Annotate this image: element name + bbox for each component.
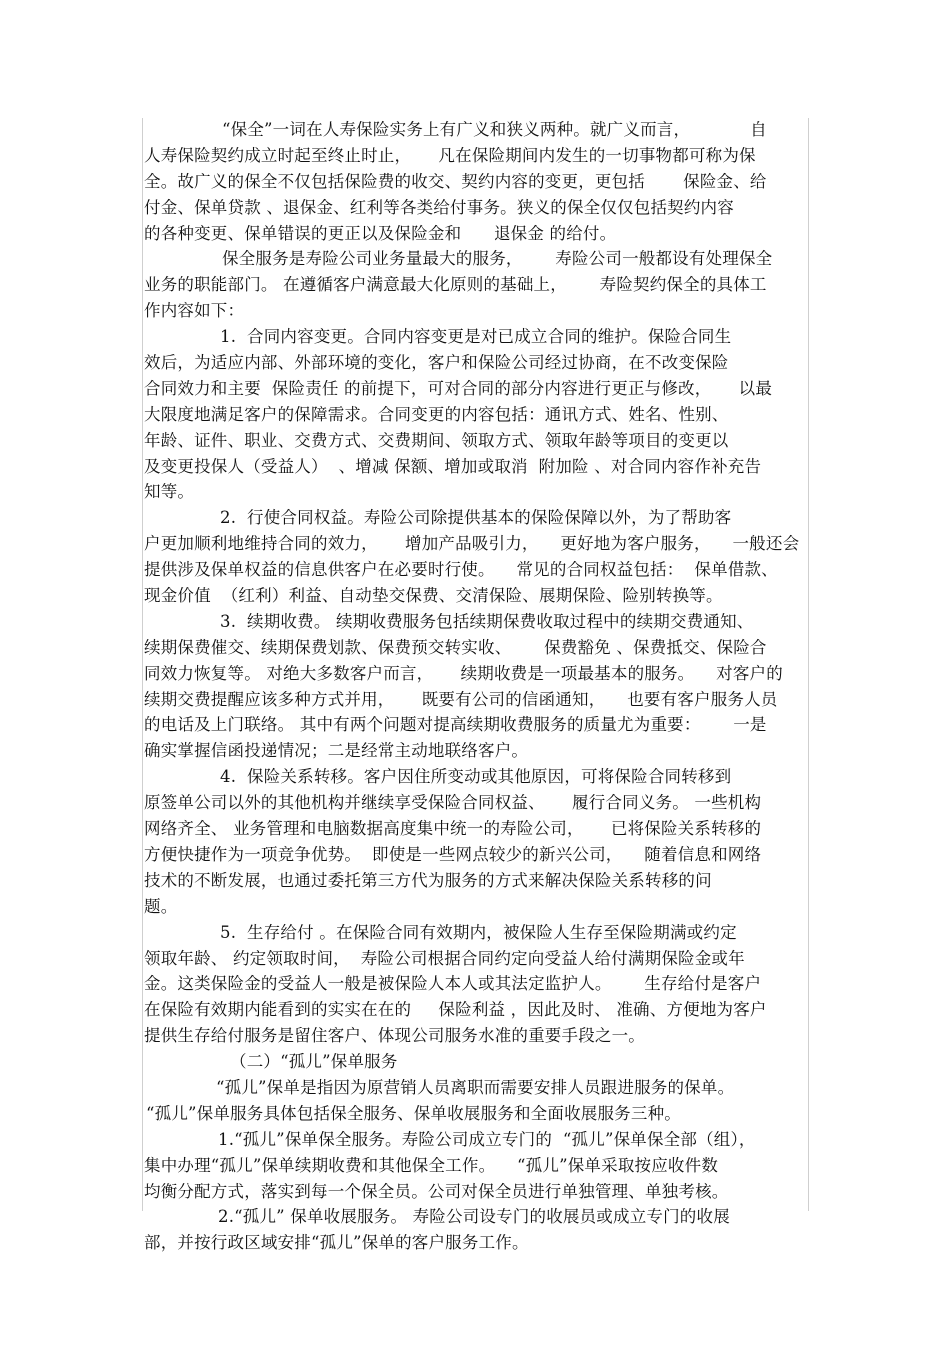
text-line: “孤儿”保单服务具体包括保全服务、保单收展服务和全面收展服务三种。 xyxy=(146,1103,681,1123)
text-line: 业务的职能部门。 在遵循客户满意最大化原则的基础上， 寿险契约保全的具体工 xyxy=(144,275,767,295)
text-line: 确实掌握信函投递情况；二是经常主动地联络客户。 xyxy=(144,741,529,761)
text-line: “保全”一词在人寿保险实务上有广义和狭义两种。就广义而言， 自 xyxy=(222,120,767,139)
text-line: 1.“孤儿”保单保全服务。寿险公司成立专门的 “孤儿”保单保全部（组）， xyxy=(218,1129,756,1149)
section-heading: （二）“孤儿”保单服务 xyxy=(230,1052,398,1072)
text-line: 年龄、证件、职业、交费方式、交费期间、领取方式、领取年龄等项目的变更以 xyxy=(144,430,729,450)
text-line: 2. 行使合同权益。寿险公司除提供基本的保险保障以外，为了帮助客 xyxy=(220,508,732,528)
text-line: 5. 生存给付 。在保险合同有效期内，被保险人生存至保险期满或约定 xyxy=(220,922,737,942)
text-line: 付金、保单贷款 、退保金、红利等各类给付事务。狭义的保全仅仅包括契约内容 xyxy=(144,197,734,217)
text-line: 4. 保险关系转移。客户因住所变动或其他原因，可将保险合同转移到 xyxy=(220,767,732,787)
text-line: 网络齐全、 业务管理和电脑数据高度集中统一的寿险公司， 已将保险关系转移的 xyxy=(144,819,762,839)
text-line: “孤儿”保单是指因为原营销人员离职而需要安排人员跟进服务的保单。 xyxy=(216,1077,735,1097)
text-line: 1. 合同内容变更。合同内容变更是对已成立合同的维护。保险合同生 xyxy=(220,327,732,347)
text-line: 同效力恢复等。 对绝大多数客户而言， 续期收费是一项最基本的服务。 对客户的 xyxy=(144,663,783,683)
text-line: 3. 续期收费。 续期收费服务包括续期保费收取过程中的续期交费通知、 xyxy=(220,611,754,631)
text-line: 技术的不断发展，也通过委托第三方代为服务的方式来解决保险关系转移的问 xyxy=(144,870,712,890)
text-line: 作内容如下： xyxy=(144,301,245,321)
text-line: 知等。 xyxy=(144,482,195,502)
text-line: 保全服务是寿险公司业务量最大的服务， 寿险公司一般都设有处理保全 xyxy=(222,249,773,269)
text-line: 金。这类保险金的受益人一般是被保险人本人或其法定监护人。 生存给付是客户 xyxy=(144,974,762,994)
text-line: 均衡分配方式，落实到每一个保全员。公司对保全员进行单独管理、单独考核。 xyxy=(144,1181,729,1201)
text-line: 续期保费催交、续期保费划款、保费预交转实收、 保费豁免 、保费抵交、保险合 xyxy=(144,637,767,657)
text-line: 部，并按行政区域安排“孤儿”保单的客户服务工作。 xyxy=(144,1233,529,1253)
text-line: 在保险有效期内能看到的实实在在的 保险利益 ，因此及时、 准确、方便地为客户 xyxy=(144,1000,767,1020)
text-line: 的各种变更、保单错误的更正以及保险金和 退保金 的给付。 xyxy=(144,223,617,243)
text-line: 提供生存给付服务是留住客户、体现公司服务水准的重要手段之一。 xyxy=(144,1026,645,1046)
text-line: 现金价值 （红利）利益、自动垫交保费、交清保险、展期保险、险别转换等。 xyxy=(144,586,723,606)
text-line: 领取年龄、 约定领取时间， 寿险公司根据合同约定向受益人给付满期保险金或年 xyxy=(144,948,745,968)
text-line: 续期交费提醒应该多种方式并用， 既要有公司的信函通知， 也要有客户服务人员 xyxy=(144,689,778,709)
text-line: 及变更投保人（受益人） 、增减 保额、增加或取消 附加险 、对合同内容作补充告 xyxy=(144,456,762,476)
text-line: 的电话及上门联络。 其中有两个问题对提高续期收费服务的质量尤为重要： 一是 xyxy=(144,715,767,735)
text-line: 题。 xyxy=(144,896,178,916)
text-line: 户更加顺利地维持合同的效力， 增加产品吸引力， 更好地为客户服务， 一般还会 xyxy=(144,534,800,554)
text-line: 集中办理“孤儿”保单续期收费和其他保全工作。 “孤儿”保单采取按应收件数 xyxy=(144,1155,719,1175)
text-line: 大限度地满足客户的保障需求。合同变更的内容包括：通讯方式、姓名、性别、 xyxy=(144,404,729,424)
text-line: 方便快捷作为一项竞争优势。 即使是一些网点较少的新兴公司， 随着信息和网络 xyxy=(144,844,762,864)
body-text xyxy=(144,117,806,1256)
text-line: 提供涉及保单权益的信息供客户在必要时行使。 常见的合同权益包括： 保单借款、 xyxy=(144,560,778,580)
text-line: 全。故广义的保全不仅包括保险费的收交、契约内容的变更，更包括 保险金、给 xyxy=(144,171,767,191)
text-line: 合同效力和主要 保险责任 的前提下，可对合同的部分内容进行更正与修改， 以最 xyxy=(144,378,773,398)
text-line: 效后，为适应内部、外部环境的变化，客户和保险公司经过协商，在不改变保险 xyxy=(144,353,729,373)
text-line: 人寿保险契约成立时起至终止时止， 凡在保险期间内发生的一切事物都可称为保 xyxy=(144,145,756,165)
text-line: 原签单公司以外的其他机构并继续享受保险合同权益、 履行合同义务。 一些机构 xyxy=(144,793,762,813)
text-line: 2.“孤儿” 保单收展服务。 寿险公司设专门的收展员或成立专门的收展 xyxy=(218,1207,730,1227)
